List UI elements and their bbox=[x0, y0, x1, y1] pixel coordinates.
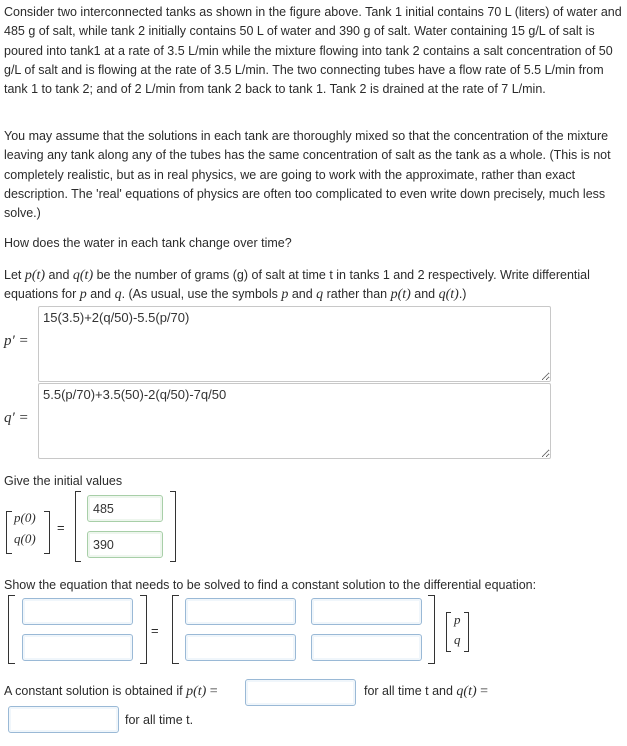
question-text: How does the water in each tank change over time? bbox=[4, 236, 292, 250]
problem-paragraph-1: Consider two interconnected tanks as shown in the figure above. Tank 1 initial contains 70 L (liters) of water and 485 g of salt, while tank 2 initially contains 50 L of water and 390 g of salt. Water containing 15 g/L of salt is poured into tank1 at a rate of 3.5 L/min while the mixture flowing into tank 2 contains a salt concentration of 50 g/L of salt and is flowing at the rate of 3.5 L/min. The two connecting tubes have a flow rate of 5.5 L/min from tank 1 to tank 2; and of 2 L/min from tank 2 back to tank 1. Tank 2 is drained at the rate of 7 L/min. bbox=[4, 5, 622, 97]
p0-symbol: p(0) bbox=[14, 510, 36, 525]
vector-q-symbol: q bbox=[454, 632, 461, 647]
for-all-time-text: for all time t. bbox=[125, 713, 194, 727]
constant-lhs-top-input[interactable] bbox=[22, 598, 133, 625]
initial-values-prompt: Give the initial values bbox=[4, 474, 123, 488]
instruction-text: Let p(t) and q(t) be the number of grams (g) of salt at time t in tanks 1 and 2 respectively. Write differential equations for p and q. (As usual, use the symbols p and q rather than p(t) and q(t).) bbox=[4, 268, 590, 303]
p-prime-answer[interactable] bbox=[38, 306, 551, 382]
q0-symbol: q(0) bbox=[14, 531, 36, 546]
p0-input[interactable] bbox=[87, 495, 163, 522]
matrix-a12-input[interactable] bbox=[311, 598, 422, 625]
right-bracket bbox=[44, 511, 50, 554]
q0-input[interactable] bbox=[87, 531, 163, 558]
constant-solution-prompt: Show the equation that needs to be solved to find a constant solution to the differential equation: bbox=[4, 578, 537, 592]
constant-p-input[interactable] bbox=[245, 679, 356, 706]
math-p-of-t: p(t) bbox=[24, 268, 46, 283]
q-prime-answer[interactable] bbox=[38, 383, 551, 459]
equals-sign: = bbox=[57, 520, 65, 535]
right-bracket bbox=[170, 491, 176, 562]
left-bracket bbox=[6, 511, 12, 554]
q-prime-label: q′ = bbox=[4, 410, 29, 426]
constant-solution-text-2: for all time t and q(t) = bbox=[364, 684, 489, 699]
math-p-of-t: p(t) bbox=[186, 684, 207, 699]
constant-solution-text: A constant solution is obtained if p(t) = bbox=[4, 684, 218, 699]
matrix-a21-input[interactable] bbox=[185, 634, 296, 661]
constant-lhs-bottom-input[interactable] bbox=[22, 634, 133, 661]
math-q-of-t: q(t) bbox=[72, 268, 94, 283]
left-bracket bbox=[75, 491, 81, 562]
matrix-a22-input[interactable] bbox=[311, 634, 422, 661]
left-bracket bbox=[446, 612, 451, 652]
matrix-a11-input[interactable] bbox=[185, 598, 296, 625]
problem-paragraph-2: You may assume that the solutions in each tank are thoroughly mixed so that the concentration of the mixture leaving any tank along any of the tubes has the same concentration of salt as the tank as a whole. (This is not completely realistic, but as in real physics, we are going to work with the approximate, rather than exact description. The 'real' equations of physics are often too complicated to even write down precisely, much less solve.) bbox=[4, 129, 611, 221]
math-q-of-t: q(t) bbox=[456, 684, 477, 699]
constant-q-input[interactable] bbox=[8, 706, 119, 733]
equals-sign: = bbox=[151, 623, 159, 638]
left-bracket bbox=[8, 595, 15, 664]
left-bracket bbox=[172, 595, 179, 664]
right-bracket bbox=[140, 595, 147, 664]
vector-p-symbol: p bbox=[454, 612, 461, 627]
p-prime-label: p′ = bbox=[4, 333, 29, 349]
right-bracket bbox=[428, 595, 435, 664]
right-bracket bbox=[464, 612, 469, 652]
